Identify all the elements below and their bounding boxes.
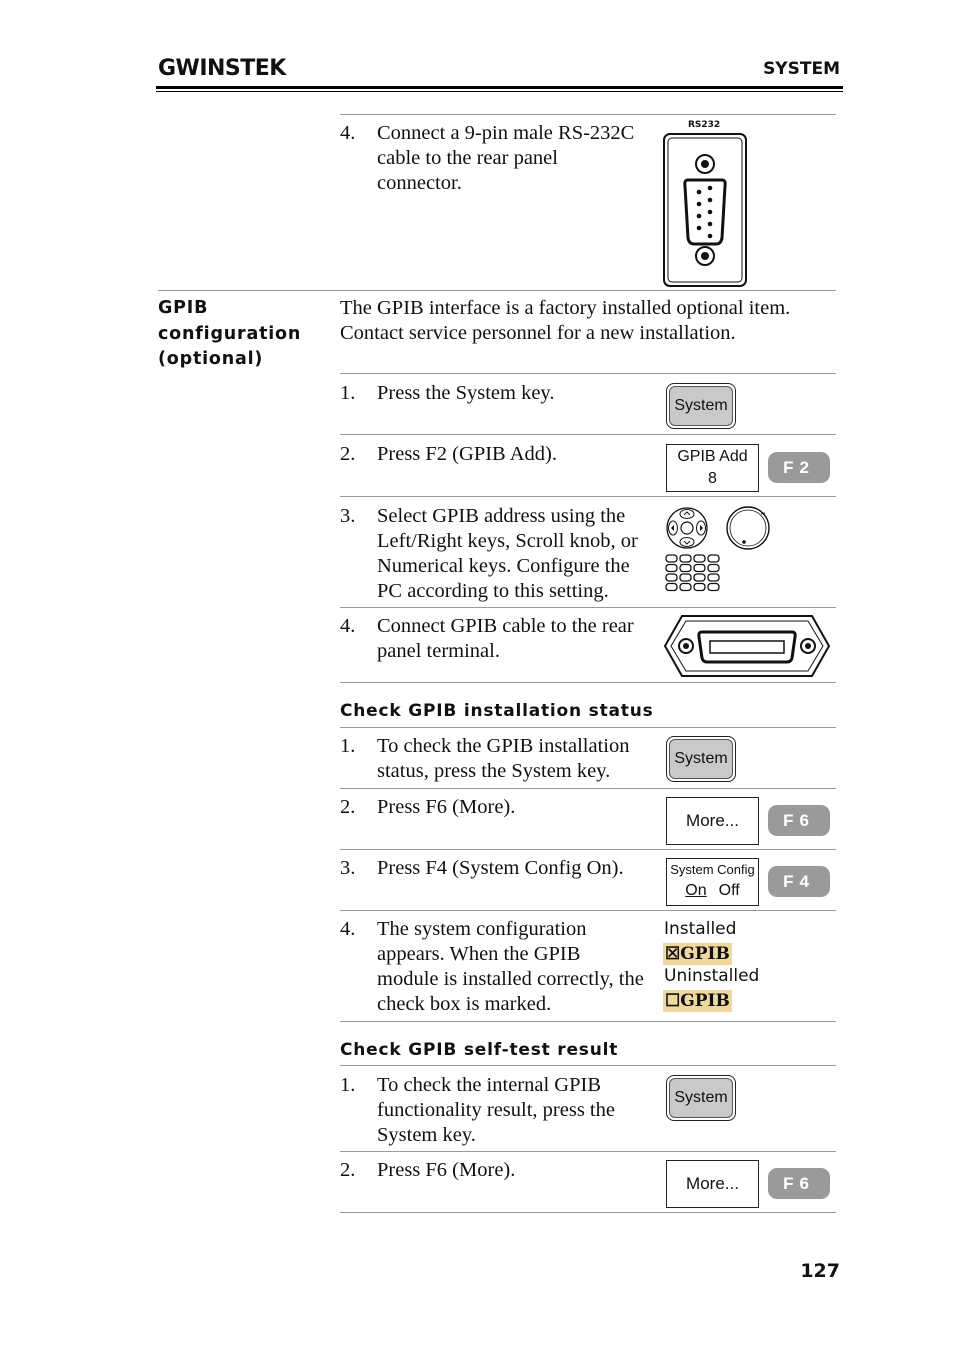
step-text: The system configuration appears. When the GPIB module is installed correctly, the check box is marked. xyxy=(377,918,644,1015)
row-divider xyxy=(340,114,836,115)
row-divider xyxy=(340,434,836,435)
row-divider xyxy=(340,727,836,728)
system-key[interactable]: System xyxy=(666,736,736,782)
keypad-key xyxy=(694,555,705,562)
step-number: 4. xyxy=(340,122,356,144)
numeric-keypad-icon xyxy=(664,553,724,593)
step-text: Press F6 (More). xyxy=(377,1159,516,1181)
f6-key[interactable]: F6 xyxy=(768,805,830,836)
keypad-key xyxy=(666,574,677,581)
keypad-key xyxy=(708,565,719,572)
step-number: 1. xyxy=(340,382,356,404)
keypad-key xyxy=(666,565,677,572)
keypad-key xyxy=(708,555,719,562)
row-divider xyxy=(340,1021,836,1022)
row-divider xyxy=(340,496,836,497)
row-divider xyxy=(340,607,836,608)
system-config-softkey-label: System Config On Off xyxy=(666,858,759,906)
more-softkey-label: More... xyxy=(666,1160,759,1208)
gpib-unchecked-checkbox: ☐GPIB xyxy=(665,991,730,1011)
keypad-key xyxy=(680,574,691,581)
step-number: 2. xyxy=(340,1159,356,1181)
row-divider xyxy=(340,373,836,374)
keypad-key xyxy=(680,584,691,591)
side-heading: GPIB configuration (optional) xyxy=(158,298,302,369)
row-divider xyxy=(340,788,836,789)
keypad-key xyxy=(680,565,691,572)
f2-key[interactable]: F2 xyxy=(768,452,830,483)
row-divider xyxy=(340,849,836,850)
keypad-key xyxy=(708,584,719,591)
step-number: 4. xyxy=(340,918,356,940)
section-title: SYSTEM xyxy=(763,59,840,79)
step-text: Press the System key. xyxy=(377,382,555,404)
more-softkey-label: More... xyxy=(666,797,759,845)
step-number: 1. xyxy=(340,1074,356,1096)
keypad-key xyxy=(680,555,691,562)
option-off: Off xyxy=(718,882,740,899)
row-divider xyxy=(340,682,836,683)
system-key[interactable]: System xyxy=(666,383,736,429)
section-divider xyxy=(158,290,836,291)
step-text: Press F6 (More). xyxy=(377,796,516,818)
gpib-add-softkey-label: GPIB Add 8 xyxy=(666,444,759,492)
installed-label: Installed xyxy=(664,919,737,939)
uninstalled-label: Uninstalled xyxy=(664,966,760,986)
row-divider xyxy=(340,1065,836,1066)
step-text: Connect a 9-pin male RS-232C cable to the rear panel connector. xyxy=(377,122,635,194)
option-on: On xyxy=(685,882,707,899)
row-divider xyxy=(340,1212,836,1213)
row-divider xyxy=(340,1151,836,1152)
rs232-connector-icon: RS232 xyxy=(662,120,750,288)
f4-key[interactable]: F4 xyxy=(768,866,830,897)
step-text: To check the GPIB installation status, press the System key. xyxy=(377,735,630,782)
step-text: Connect GPIB cable to the rear panel terminal. xyxy=(377,615,634,662)
keypad-key xyxy=(666,555,677,562)
arrow-keys-icon xyxy=(664,505,710,551)
gwinstek-logo: GWINSTEK xyxy=(158,56,286,81)
step-text: To check the internal GPIB functionality result, press the System key. xyxy=(377,1074,615,1146)
step-text: Press F2 (GPIB Add). xyxy=(377,443,557,465)
step-number: 4. xyxy=(340,615,356,637)
f6-key[interactable]: F6 xyxy=(768,1168,830,1199)
row-divider xyxy=(340,910,836,911)
keypad-key xyxy=(666,584,677,591)
keypad-key xyxy=(694,574,705,581)
page-number: 127 xyxy=(800,1260,840,1282)
subsection-heading: Check GPIB installation status xyxy=(340,701,654,721)
step-number: 2. xyxy=(340,796,356,818)
step-text: Press F4 (System Config On). xyxy=(377,857,624,879)
keypad-key xyxy=(694,584,705,591)
subsection-heading: Check GPIB self-test result xyxy=(340,1040,619,1060)
step-number: 3. xyxy=(340,857,356,879)
step-number: 3. xyxy=(340,505,356,527)
step-number: 2. xyxy=(340,443,356,465)
system-key[interactable]: System xyxy=(666,1075,736,1121)
step-number: 1. xyxy=(340,735,356,757)
gpib-checked-checkbox: ☒GPIB xyxy=(665,944,730,964)
keypad-key xyxy=(708,574,719,581)
header-rule xyxy=(156,86,843,89)
intro-text: The GPIB interface is a factory installed optional item. Contact service personnel for a new installation. xyxy=(340,297,791,344)
gpib-connector-icon xyxy=(662,612,832,680)
scroll-knob-icon xyxy=(724,504,772,552)
step-text: Select GPIB address using the Left/Right keys, Scroll knob, or Numerical keys. Configure the PC according to this setting. xyxy=(377,505,638,602)
keypad-key xyxy=(694,565,705,572)
header-rule-thin xyxy=(156,91,843,92)
